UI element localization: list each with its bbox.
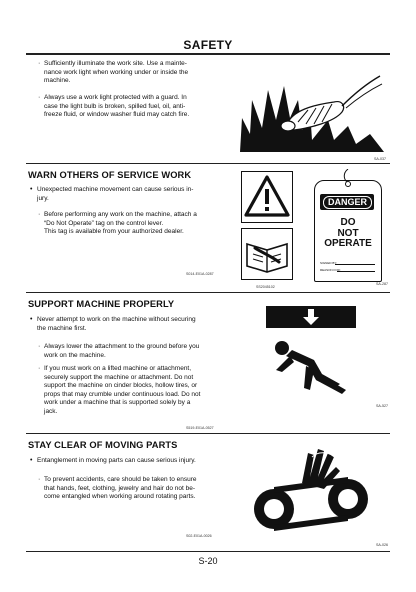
footer-rule	[26, 551, 390, 552]
text-line: jury.	[37, 194, 49, 202]
tag-string-icon	[341, 169, 355, 189]
text-line: that hands, feet, clothing, jewelry and hair do not be-	[44, 484, 196, 492]
bullet-dot: •	[30, 186, 33, 193]
do-not-operate-text	[315, 218, 381, 250]
text-line: freeze fluid, or window washer fluid may catch fire.	[44, 111, 190, 119]
bullet-dash: ·	[38, 94, 41, 101]
tag-field-line	[337, 271, 375, 272]
bullet-dot: •	[30, 457, 33, 464]
text-line: This tag is available from your authorized dealer.	[44, 228, 184, 236]
text-line: To prevent accidents, care should be taken to ensure	[44, 476, 197, 483]
text-line: If you must work on a lifted machine or attachment,	[44, 365, 192, 372]
figure-code: SA-026	[376, 543, 388, 547]
figure-code-left: SS2045102	[256, 285, 275, 289]
warn-sub-bullet	[44, 211, 197, 237]
text-line: jack.	[44, 407, 58, 415]
text-line: Before performing any work on the machine, attach a	[44, 211, 197, 218]
section-title-moving-parts: STAY CLEAR OF MOVING PARTS	[28, 440, 178, 450]
text-line: machine.	[44, 77, 71, 85]
text-code: S519-E01A-0527	[186, 426, 214, 430]
text-line: come entangled when working around rotating parts.	[44, 493, 196, 501]
figure-code-right: SA-287	[376, 282, 388, 286]
manual-book-icon	[241, 228, 293, 280]
section-divider	[26, 292, 390, 293]
text-line: case the light bulb is broken, spilled fuel, oil, anti-	[44, 102, 186, 110]
text-line: Never attempt to work on the machine without securing	[37, 316, 196, 323]
text-line: Sufficiently illuminate the work site. Use a mainte-	[44, 60, 187, 67]
light-bullet-1	[44, 60, 188, 86]
bullet-dot: •	[30, 316, 33, 323]
moving-main-bullet	[37, 457, 196, 466]
text-line: securely support the machine or attachment. Do not	[44, 373, 194, 381]
figure-code: SA-527	[376, 404, 388, 408]
text-code: S02-E01A-0026	[186, 534, 212, 538]
do-not-operate-tag	[314, 180, 382, 282]
text-line: work under a machine that is supported solely by a	[44, 399, 191, 407]
figure-code: SA-037	[374, 157, 386, 161]
tag-field-reason: REASON FOR:	[320, 268, 341, 272]
support-sub-bullet-2	[44, 365, 200, 417]
text-line: Unexpected machine movement can cause serious in-	[37, 186, 194, 193]
tag-line: DO	[340, 217, 356, 228]
text-line: nance work light when working under or inside the	[44, 68, 189, 76]
text-code: S014-E01A-0287	[186, 272, 214, 276]
text-line: Always use a work light protected with a guard. In	[44, 94, 187, 101]
danger-label: DANGER	[323, 196, 372, 209]
text-line: “Do Not Operate” tag on the control lever.	[44, 219, 164, 227]
light-bullet-2	[44, 94, 189, 120]
text-line: the machine first.	[37, 324, 87, 332]
bullet-dash: ·	[38, 476, 41, 483]
tag-field-line	[335, 264, 375, 265]
tag-field-signed: SIGNED BY:	[320, 261, 338, 265]
moving-sub-bullet	[44, 476, 196, 502]
section-divider	[26, 163, 390, 164]
tag-line: OPERATE	[324, 238, 372, 249]
bullet-dash: ·	[38, 365, 41, 372]
section-divider	[26, 433, 390, 434]
bullet-dash: ·	[38, 343, 41, 350]
tag-line: NOT	[337, 227, 359, 239]
page-number: S-20	[198, 556, 218, 566]
support-main-bullet	[37, 316, 196, 333]
text-line: Always lower the attachment to the ground before you	[44, 343, 200, 350]
bullet-dash: ·	[38, 211, 41, 218]
warning-triangle-icon	[241, 171, 293, 223]
work-light-fire-illustration	[238, 60, 384, 154]
text-line: props that may crumble under continuous load. Do not	[44, 390, 201, 398]
bullet-dash: ·	[38, 60, 41, 67]
text-line: Entanglement in moving parts can cause serious injury.	[37, 457, 196, 464]
text-line: support the machine on cinder blocks, hollow tires, or	[44, 382, 198, 390]
warn-main-bullet	[37, 186, 193, 203]
text-line: work on the machine.	[44, 351, 106, 359]
rotating-parts-illustration	[252, 443, 372, 539]
page-title: SAFETY	[183, 38, 233, 52]
danger-banner	[320, 194, 374, 210]
section-title-warn-others: WARN OTHERS OF SERVICE WORK	[28, 170, 192, 180]
section-title-support-machine: SUPPORT MACHINE PROPERLY	[28, 299, 175, 309]
support-sub-bullet-1	[44, 343, 199, 360]
title-rule	[26, 53, 390, 55]
crushing-hazard-illustration	[256, 304, 364, 400]
